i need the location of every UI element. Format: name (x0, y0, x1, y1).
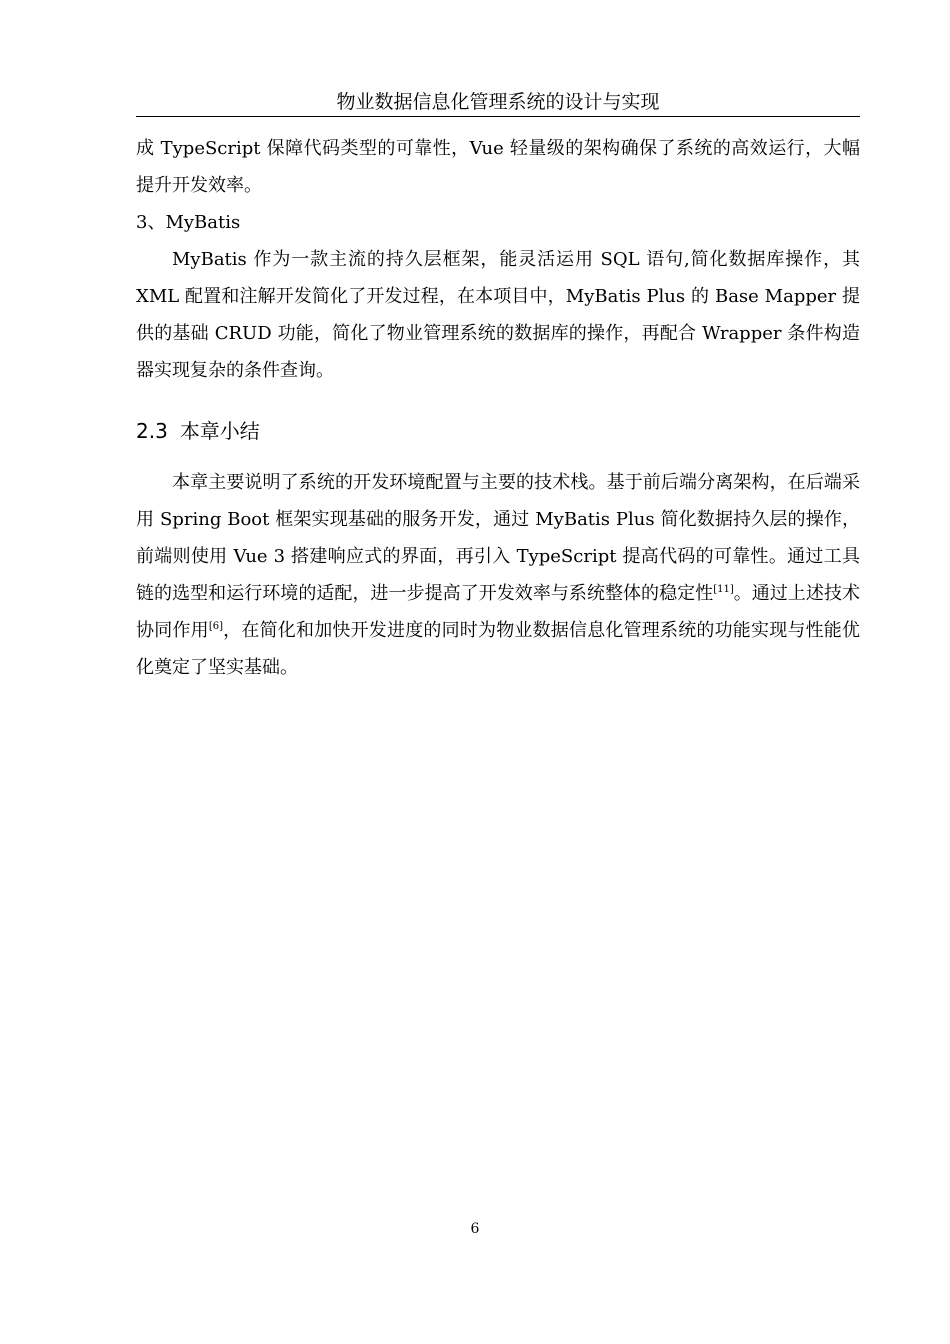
paragraph-continuation: 成 TypeScript 保障代码类型的可靠性，Vue 轻量级的架构确保了系统的高效运行，大幅提升开发效率。 (136, 138, 860, 196)
citation-6: [6] (208, 621, 223, 632)
summary-text-part2: 。通过上述技术协同作用 (136, 583, 860, 641)
section-heading (136, 413, 860, 450)
citation-11: [11] (713, 584, 734, 595)
page-content (136, 130, 860, 686)
paragraph-mybatis: MyBatis 作为一款主流的持久层框架，能灵活运用 SQL 语句,简化数据库操作，其 XML 配置和注解开发简化了开发过程，在本项目中，MyBatis Plus 的 Base Mapper 提供的基础 CRUD 功能，简化了物业管理系统的数据库的操作，再配合 Wrapper 条件构造器实现复杂的条件查询。 (136, 249, 860, 381)
list-item-mybatis-label: 3、MyBatis (136, 212, 241, 233)
summary-text-part3: ，在简化和加快开发进度的同时为物业数据信息化管理系统的功能实现与性能优化奠定了坚实基础。 (136, 620, 861, 678)
section-title: 本章小结 (179, 419, 260, 443)
page-number: 6 (470, 1221, 480, 1237)
page-header-title: 物业数据信息化管理系统的设计与实现 (336, 91, 660, 113)
section-number: 2.3 (136, 419, 168, 443)
header-rule (136, 116, 860, 117)
paragraph-summary (136, 464, 860, 686)
summary-text-part1: 本章主要说明了系统的开发环境配置与主要的技术栈。基于前后端分离架构，在后端采用 Spring Boot 框架实现基础的服务开发，通过 MyBatis Plus 简化数据持久层的操作，前端则使用 Vue 3 搭建响应式的界面，再引入 TypeScript 提高代码的可靠性。通过工具链的选型和运行环境的适配，进一步提高了开发效率与系统整体的稳定性 (136, 472, 860, 604)
